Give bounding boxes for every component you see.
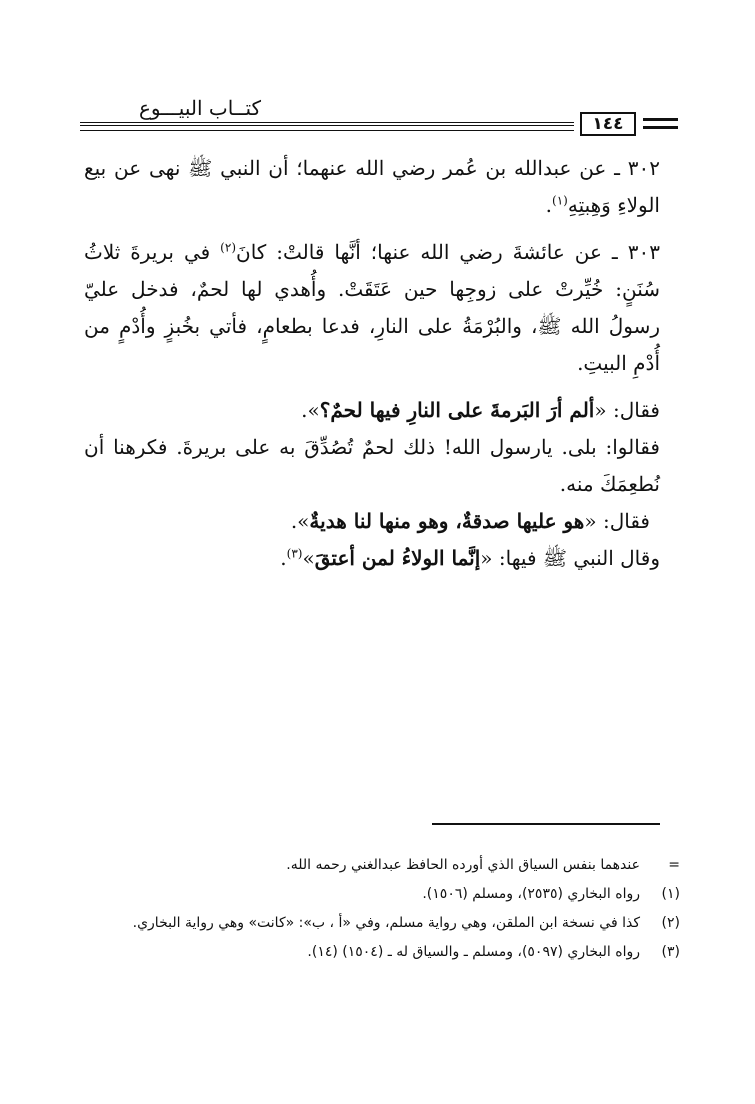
hadith-302-end: .	[545, 193, 553, 217]
footnotes	[96, 852, 680, 968]
footnote-text: رواه البخاري (٢٥٣٥)، ومسلم (١٥٠٦).	[422, 886, 640, 902]
dialogue-4-end: .	[280, 546, 287, 570]
dialogue-1-suffix: ».	[301, 398, 320, 422]
footnote-marker: (١)	[661, 886, 680, 902]
hadith-302	[84, 150, 678, 224]
footnote-marker: (٢)	[661, 915, 680, 931]
dialogue-4-close: »	[302, 546, 315, 570]
dialogue-4-quote: إنَّما الولاءُ لمن أعتقَ	[314, 546, 481, 570]
header-rule	[80, 122, 574, 126]
footnote-marker: (٣)	[661, 944, 680, 960]
dialogue-3-quote: هو عليها صدقةٌ، وهو منها لنا هديةٌ	[309, 509, 585, 533]
header-rule-thin	[80, 130, 574, 131]
footnote-separator	[432, 823, 660, 825]
hadith-302-text: ٣٠٢ ـ عن عبدالله بن عُمر رضي الله عنهما؛ أن النبي ﷺ نهى عن بيع الولاءِ وَهِبتِهِ	[84, 156, 660, 217]
footnote-text: رواه البخاري (٥٠٩٧)، ومسلم ـ والسياق له ـ (١٥٠٤) (١٤).	[307, 944, 640, 960]
dialogue-line-4	[84, 540, 678, 577]
page-header	[80, 96, 678, 136]
dialogue-line-1	[84, 392, 678, 429]
hadith-303-rest: في بريرةَ ثلاثُ سُنَنٍ: خُيِّرتْ على زوجِها حين عَتَقَتْ. وأُهدي لها لحمٌ، فدخل عليّ رسولُ الله ﷺ، والبُرْمَةُ على النارِ، فدعا بطعامٍ، فأتي بخُبزٍ وأُدْمٍ من أُدْمِ البيتِ.	[84, 240, 660, 375]
chapter-title: كتــاب البيـــوع	[138, 96, 262, 120]
footnote-marker: =	[668, 857, 680, 873]
footnote-ref-3: (٣)	[286, 546, 303, 561]
page-number: ١٤٤	[580, 112, 636, 136]
footnote-item	[96, 852, 680, 878]
footnote-text: كذا في نسخة ابن الملقن، وهي رواية مسلم، وفي «أ ، ب»: «كانت» وهي رواية البخاري.	[132, 915, 640, 931]
main-text	[84, 150, 678, 577]
hadith-303	[84, 234, 678, 382]
hadith-303-lead: ٣٠٣ ـ عن عائشةَ رضي الله عنها؛ أنَّها قالتْ: كانَ	[236, 240, 660, 264]
dialogue-3-suffix: ».	[290, 509, 310, 533]
footnote-text: عندهما بنفس السياق الذي أورده الحافظ عبدالغني رحمه الله.	[286, 857, 640, 873]
dialogue-4-prefix: وقال النبي ﷺ فيها: «	[480, 546, 660, 570]
footnote-item	[96, 939, 680, 965]
dialogue-3-prefix: فقال: «	[584, 509, 650, 533]
footnote-ref-1: (١)	[552, 193, 568, 208]
footnote-ref-2: (٢)	[220, 240, 236, 255]
dialogue-line-2: فقالوا: بلى. يارسول الله! ذلك لحمٌ تُصُدِّقَ به على بريرةَ. فكرهنا أن نُطعِمَكَ منه.	[84, 435, 660, 496]
dialogue-1-prefix: فقال: «	[594, 398, 660, 422]
page-number-rule-top	[643, 118, 678, 121]
footnote-item	[96, 881, 680, 907]
dialogue-1-quote: ألم أرَ البَرمةَ على النارِ فيها لحمٌ؟	[319, 398, 595, 422]
page-number-rule-bottom	[643, 126, 678, 129]
footnote-item	[96, 910, 680, 936]
dialogue-line-3	[84, 503, 678, 540]
